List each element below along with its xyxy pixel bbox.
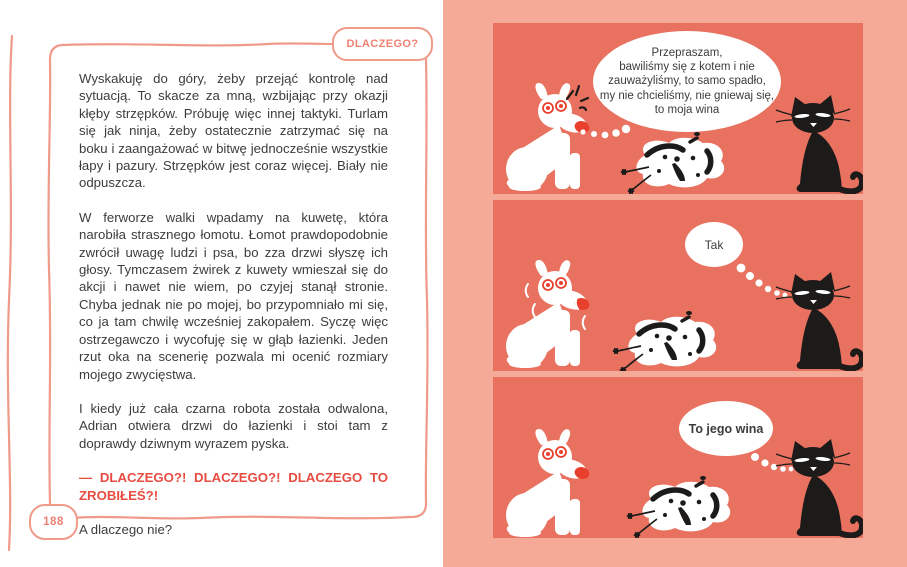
bubble-line: To jego wina (688, 421, 764, 436)
comic-panel-2 (493, 200, 863, 371)
page-number-badge (29, 504, 78, 540)
bubble-line: Przepraszam, (651, 46, 723, 59)
paragraph-1: Wyskakuję do góry, żeby przejąć kontrolę nad sytuacją. To skacze za mną, wzbijając przy okazji kłęby strzępków. Próbuję więc innej taktyki. Turlam się jak ninja, żeby ostatecznie zatrzymać się na boku i zaangażować w bitwę jednocześnie wszystkie łapy i pazury. Strzępków jest coraz więcej. Biały nie odpuszcza. (79, 71, 388, 191)
shout-line: — DLACZEGO?! DLACZEGO?! DLACZEGO TO ZROBIŁEŚ?! (79, 470, 388, 503)
comic-panel-3 (493, 377, 863, 538)
bubble-line: to moja wina (654, 103, 720, 116)
dog-character (506, 260, 591, 368)
thought-bubble (685, 222, 743, 267)
cat-character (776, 272, 862, 369)
left-page (0, 0, 443, 567)
thought-dots (751, 453, 793, 472)
bubble-line: my nie chcieliśmy, nie gniewaj się, (599, 89, 775, 102)
paragraph-3: I kiedy już cała czarna robota została odwalona, Adrian otwiera drzwi do łazienki i stoi tam z doprawdy dziwnym wyrazem pyska. (79, 400, 388, 451)
broken-flower-pot (621, 132, 725, 194)
page-edge-line (8, 36, 12, 550)
chapter-tag-label: DLACZEGO? (346, 38, 419, 50)
trembling-marks-icon (526, 284, 535, 317)
panel-3-art (493, 377, 863, 538)
cat-character (776, 95, 862, 192)
bubble-line: Tak (704, 237, 724, 252)
chapter-tag (332, 27, 433, 61)
thought-dots (737, 264, 788, 298)
panel-2-art (493, 200, 863, 371)
thought-bubble (679, 401, 773, 456)
comic-page (443, 0, 907, 567)
broken-flower-pot (627, 476, 731, 538)
dog-character (506, 429, 591, 537)
dog-character (506, 83, 591, 191)
cat-character (776, 439, 862, 536)
page-number: 188 (43, 516, 64, 528)
closing-line: A dlaczego nie? (79, 521, 173, 537)
bubble-line: zauważyliśmy, to samo spadło, (608, 75, 766, 88)
bubble-line: bawiliśmy się z kotem i nie (619, 61, 755, 74)
paragraph-2: W ferworze walki wpadamy na kuwetę, która narobiła strasznego łomotu. Łomot prawdopodobnie zwrócił uwagę ludzi i psa, bo zza drzwi słyszę ich głosy. Tymczasem żwirek z kuwety wmieszał się do akcji i nawet nie wiem, po czyjej stanął stronie. Chyba jednak nie po mojej, bo przypomniało mi się, co ja tam chwilę wcześniej zakopałem. Syczę więc ostrzegawczo i wycofuję się w głąb łazienki. Jeden rzut oka na scenerię pozwala mi ocenić rozmiary mojego zwycięstwa. (79, 209, 388, 382)
thought-bubble (593, 31, 781, 132)
comic-panel-1 (493, 23, 863, 194)
story-text (79, 70, 388, 555)
broken-flower-pot (613, 311, 717, 371)
